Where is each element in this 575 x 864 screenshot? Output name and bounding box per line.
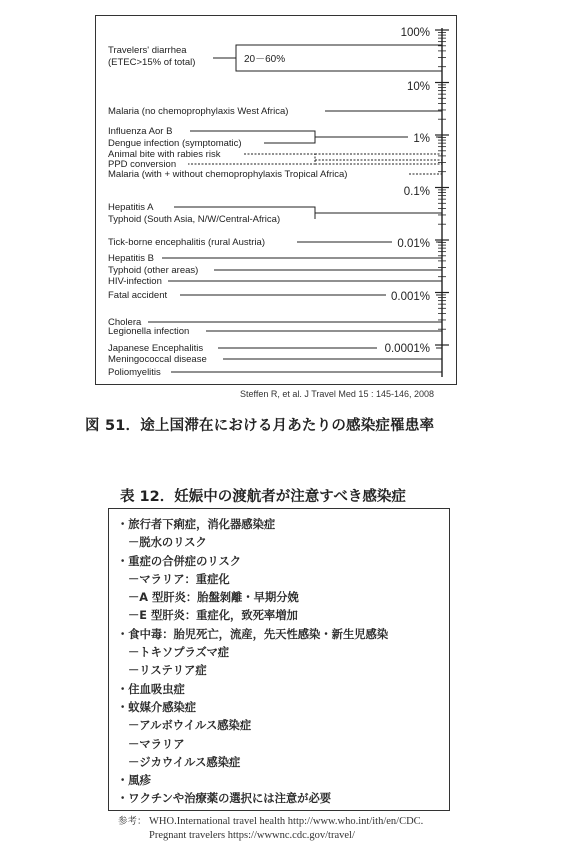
risk-row	[108, 202, 442, 225]
svg-text:Animal bite with rabies risk: Animal bite with rabies risk	[108, 149, 221, 160]
risk-row	[108, 276, 442, 287]
risk-row	[108, 367, 442, 378]
list-item: ・重症の合併症のリスク	[117, 554, 242, 568]
list-item: ・食中毒：胎児死亡，流産，先天性感染・新生児感染	[117, 627, 389, 641]
risk-row	[108, 106, 442, 117]
svg-text:Typhoid (South Asia, N/W/Centr: Typhoid (South Asia, N/W/Central-Africa)	[108, 214, 281, 225]
list-item: －E 型肝炎：重症化，致死率増加	[128, 609, 298, 623]
list-item: ・住血吸虫症	[117, 682, 185, 696]
table-box	[108, 508, 450, 811]
svg-text:HIV-infection: HIV-infection	[108, 276, 162, 287]
scale-label-100: 100%	[400, 27, 430, 39]
svg-text:Influenza Aor B: Influenza Aor B	[108, 126, 173, 137]
risk-figure	[95, 15, 457, 385]
list-item: －リステリア症	[128, 664, 207, 678]
svg-text:Malaria (with + without chemop: Malaria (with + without chemoprophylaxis Tropical Africa)	[108, 169, 348, 180]
scale-label-0-001: 0.001%	[390, 291, 430, 303]
svg-text:Dengue infection (symptomatic): Dengue infection (symptomatic)	[108, 138, 242, 149]
risk-row	[108, 265, 442, 276]
figure-source: Steffen R, et al. J Travel Med 15 : 145-146, 2008	[240, 389, 434, 399]
risk-row	[108, 354, 442, 365]
reference-head: 参考：	[118, 816, 147, 827]
risk-label: (ETEC>15% of total)	[108, 57, 196, 68]
scale-axis	[435, 28, 449, 377]
risk-row	[108, 253, 442, 264]
scale-label-0-1: 0.1%	[403, 186, 430, 198]
svg-text:Fatal accident: Fatal accident	[108, 290, 168, 301]
list-item: －アルボウイルス感染症	[128, 719, 252, 733]
risk-chart	[96, 16, 458, 386]
travelers-diarrhea	[108, 45, 442, 71]
range-label: 20－60%	[244, 54, 286, 65]
list-item: －ジカウイルス感染症	[128, 755, 241, 769]
list-item: －マラリア	[128, 737, 185, 751]
risk-label: Travelers' diarrhea	[108, 45, 187, 56]
svg-text:Malaria (no chemoprophylaxis W: Malaria (no chemoprophylaxis West Africa)	[108, 106, 289, 117]
list-item: －マラリア：重症化	[128, 572, 230, 586]
table-title: 表 12．妊娠中の渡航者が注意すべき感染症	[120, 489, 406, 505]
svg-text:Poliomyelitis: Poliomyelitis	[108, 367, 161, 378]
list-item: ・蚊媒介感染症	[117, 700, 197, 714]
risk-row	[108, 237, 442, 248]
risk-row	[108, 149, 442, 170]
reference-text: WHO.International travel health http://www.who.int/ith/en/CDC. Pregnant travelers https://wwwnc.cdc.gov/travel/	[149, 816, 424, 841]
list-item: －A 型肝炎：胎盤剝離・早期分娩	[128, 591, 299, 605]
svg-text:PPD conversion: PPD conversion	[108, 159, 177, 170]
svg-text:Meningococcal disease: Meningococcal disease	[108, 354, 207, 365]
svg-text:Hepatitis B: Hepatitis B	[108, 253, 154, 264]
figure-caption: 図 51．途上国滞在における月あたりの感染症罹患率	[85, 418, 435, 434]
svg-text:Legionella infection: Legionella infection	[108, 326, 190, 337]
svg-text:Japanese Encephalitis: Japanese Encephalitis	[108, 343, 204, 354]
scale-label-1: 1%	[413, 133, 430, 145]
risk-row	[108, 126, 442, 149]
svg-text:Tick-borne encephalitis (rural: Tick-borne encephalitis (rural Austria)	[108, 237, 265, 248]
list-item: －脱水のリスク	[128, 536, 207, 550]
risk-row	[108, 169, 442, 180]
list-item: ・旅行者下痢症，消化器感染症	[117, 518, 276, 531]
svg-text:Cholera: Cholera	[108, 317, 142, 328]
scale-label-0-01: 0.01%	[397, 238, 430, 250]
list-item: ・ワクチンや治療薬の選択には注意が必要	[117, 792, 332, 806]
scale-label-10: 10%	[406, 81, 430, 93]
reference	[118, 815, 458, 843]
list-item: ・風疹	[117, 774, 151, 788]
risk-row	[108, 326, 442, 337]
list-item: －トキソプラズマ症	[128, 646, 230, 660]
svg-text:Hepatitis A: Hepatitis A	[108, 202, 154, 213]
scale-label-0-0001: 0.0001%	[384, 343, 430, 355]
svg-text:Typhoid (other areas): Typhoid (other areas)	[108, 265, 199, 276]
